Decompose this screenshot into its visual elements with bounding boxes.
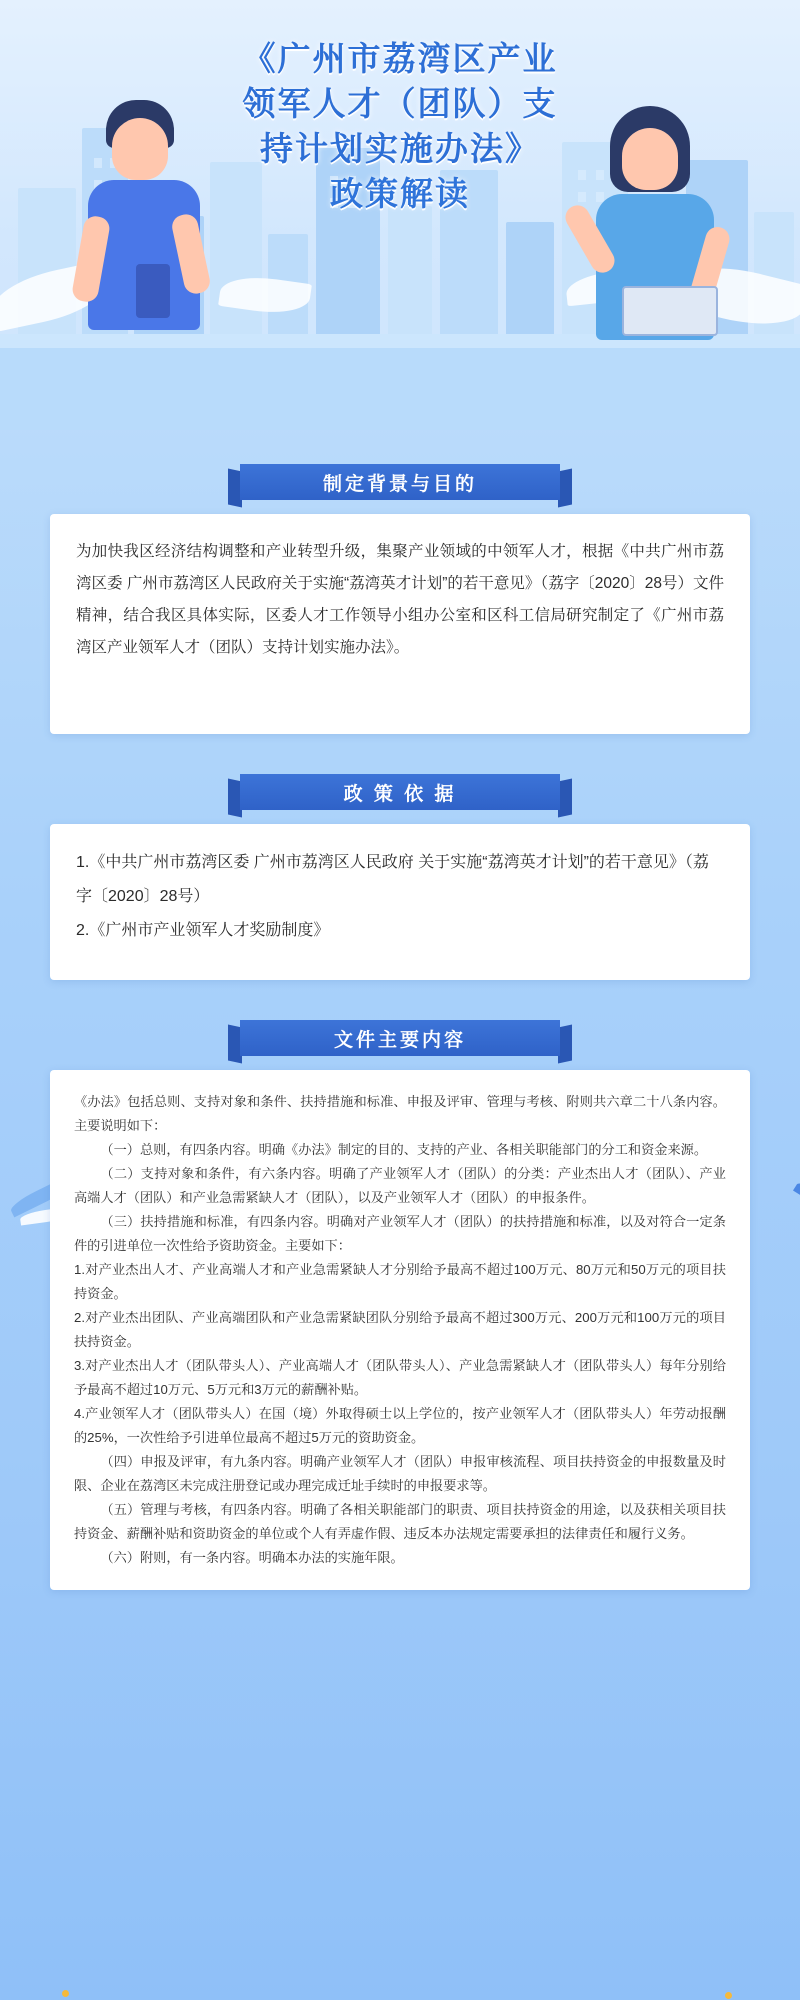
footer-decoration (0, 1830, 800, 2000)
main-paragraph: 3.对产业杰出人才（团队带头人）、产业高端人才（团队带头人）、产业急需紧缺人才（团队带头人）每年分别给予最高不超过10万元、5万元和3万元的薪酬补贴。 (74, 1358, 726, 1397)
main-paragraph: （一）总则，有四条内容。明确《办法》制定的目的、支持的产业、各相关职能部门的分工和资金来源。 (100, 1142, 708, 1157)
main-paragraph: （二）支持对象和条件，有六条内容。明确了产业领军人才（团队）的分类：产业杰出人才（团队）、产业高端人才（团队）和产业急需紧缺人才（团队），以及产业领军人才（团队）的申报条件。 (74, 1166, 726, 1205)
main-paragraph: （四）申报及评审，有九条内容。明确产业领军人才（团队）申报审核流程、项目扶持资金的申报数量及时限、企业在荔湾区未完成注册登记或办理完成迁址手续时的申报要求等。 (74, 1454, 726, 1493)
main-paragraph: 《办法》包括总则、支持对象和条件、扶持措施和标准、申报及评审、管理与考核、附则共六章二十八条内容。主要说明如下： (74, 1094, 726, 1133)
section-title-banner (240, 1020, 560, 1056)
background-purpose-text: 为加快我区经济结构调整和产业转型升级，集聚产业领域的中领军人才，根据《中共广州市荔湾区委 广州市荔湾区人民政府关于实施“荔湾英才计划”的若干意见》（荔字〔2020〕28号）文件精神，结合我区具体实际，区委人才工作领导小组办公室和区科工信局研究制定了《广州市荔湾区产业领军人才（团队）支持计划实施办法》。 (76, 543, 724, 656)
main-paragraph: 1.对产业杰出人才、产业高端人才和产业急需紧缺人才分别给予最高不超过100万元、80万元和50万元的项目扶持资金。 (74, 1262, 726, 1301)
main-paragraph: （六）附则，有一条内容。明确本办法的实施年限。 (100, 1550, 404, 1565)
section-title-banner (240, 464, 560, 500)
section-card-policy-basis (50, 824, 750, 980)
page-title-line-1: 《广州市荔湾区产业 (242, 40, 558, 77)
section-background-purpose (0, 464, 800, 734)
section-title-banner (240, 774, 560, 810)
hero-banner (0, 0, 800, 430)
section-title-text: 文件主要内容 (333, 1029, 466, 1051)
page-title-line-2: 领军人才（团队）支 (242, 85, 558, 122)
main-paragraph: 2.对产业杰出团队、产业高端团队和产业急需紧缺团队分别给予最高不超过300万元、200万元和100万元的项目扶持资金。 (74, 1310, 726, 1349)
section-card-background-purpose (50, 514, 750, 734)
section-card-main-content (50, 1070, 750, 1590)
section-main-content (0, 1020, 800, 1590)
section-title-text: 政 策 依 据 (343, 783, 457, 805)
main-content-paragraphs (74, 1090, 726, 1570)
section-title-text: 制定背景与目的 (322, 473, 477, 495)
page-title-line-3: 持计划实施办法》 (260, 130, 540, 167)
policy-basis-item-2: 2.《广州市产业领军人才奖励制度》 (76, 922, 330, 939)
section-policy-basis (0, 774, 800, 980)
main-paragraph: 4.产业领军人才（团队带头人）在国（境）外取得硕士以上学位的，按产业领军人才（团队带头人）年劳动报酬的25%，一次性给予引进单位最高不超过5万元的资助资金。 (74, 1406, 726, 1445)
policy-basis-item-1: 1.《中共广州市荔湾区委 广州市荔湾区人民政府 关于实施“荔湾英才计划”的若干意见》（荔字〔2020〕28号） (76, 854, 709, 905)
main-paragraph: （三）扶持措施和标准，有四条内容。明确对产业领军人才（团队）的扶持措施和标准，以及对符合一定条件的引进单位一次性给予资助资金。主要如下： (74, 1214, 726, 1253)
page-title (0, 36, 800, 216)
main-paragraph: （五）管理与考核，有四条内容。明确了各相关职能部门的职责、项目扶持资金的用途，以及获相关项目扶持资金、薪酬补贴和资助资金的单位或个人有弄虚作假、违反本办法规定需要承担的法律责任和履行义务。 (74, 1502, 726, 1541)
page-title-line-4: 政策解读 (330, 175, 470, 212)
phone-icon (136, 264, 170, 318)
laptop-icon (622, 286, 718, 336)
